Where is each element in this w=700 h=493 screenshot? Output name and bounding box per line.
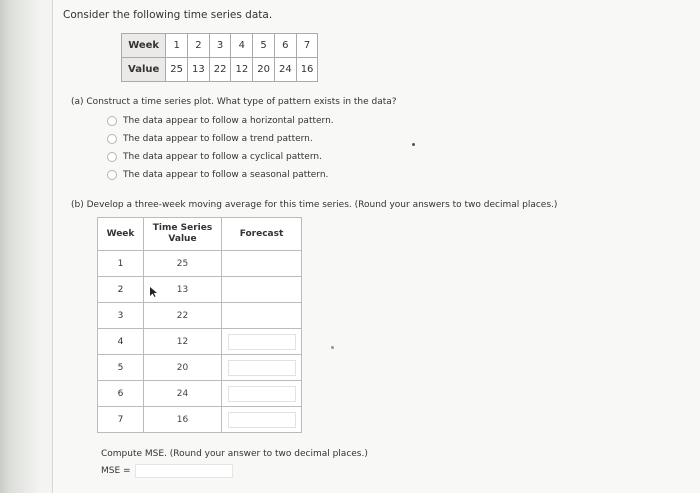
value-cell: 22: [144, 303, 222, 329]
option-label: The data appear to follow a trend pattern.: [123, 134, 313, 144]
forecast-cell: [222, 355, 302, 381]
forecast-input-week-4[interactable]: [228, 334, 296, 350]
value-cell: 24: [144, 381, 222, 407]
week-cell: 7: [98, 407, 144, 433]
week-cell: 4: [231, 34, 253, 58]
header-row: [98, 218, 302, 251]
value-header-line1: Time Series: [152, 223, 213, 233]
table-row: [98, 329, 302, 355]
option-trend[interactable]: [107, 130, 334, 148]
option-label: The data appear to follow a seasonal pattern.: [123, 170, 329, 180]
part-a-question: (a) Construct a time series plot. What type of pattern exists in the data?: [71, 97, 397, 107]
question-page: [52, 0, 700, 493]
value-cell: 13: [144, 277, 222, 303]
value-cell: 22: [209, 58, 231, 82]
stray-mark: [412, 143, 415, 146]
value-cell: 24: [274, 58, 296, 82]
value-column-header: [144, 218, 222, 251]
option-seasonal[interactable]: [107, 166, 334, 184]
week-cell: 6: [274, 34, 296, 58]
week-cell: 6: [98, 381, 144, 407]
stray-mark: [331, 346, 334, 349]
forecast-cell: [222, 277, 302, 303]
value-cell: 16: [144, 407, 222, 433]
mse-label: MSE =: [101, 466, 131, 476]
mse-row: [101, 464, 233, 478]
forecast-cell: [222, 251, 302, 277]
forecast-input-week-6[interactable]: [228, 386, 296, 402]
forecast-cell: [222, 329, 302, 355]
option-horizontal[interactable]: [107, 112, 334, 130]
week-cell: 3: [98, 303, 144, 329]
option-label: The data appear to follow a horizontal pattern.: [123, 116, 334, 126]
value-cell: 12: [144, 329, 222, 355]
value-cell: 20: [144, 355, 222, 381]
table-row: [98, 251, 302, 277]
table-row: [98, 355, 302, 381]
radio-button[interactable]: [107, 134, 117, 144]
part-b-question: (b) Develop a three-week moving average for this time series. (Round your answers to two decimal places.): [71, 200, 558, 210]
value-row: [122, 58, 318, 82]
moving-average-table: [97, 217, 302, 433]
table-row: [98, 303, 302, 329]
option-cyclical[interactable]: [107, 148, 334, 166]
table-row: [98, 381, 302, 407]
week-cell: 7: [296, 34, 318, 58]
week-cell: 3: [209, 34, 231, 58]
mse-instruction: Compute MSE. (Round your answer to two decimal places.): [101, 449, 368, 459]
forecast-cell: [222, 407, 302, 433]
week-header: Week: [122, 34, 166, 58]
week-cell: 4: [98, 329, 144, 355]
option-label: The data appear to follow a cyclical pattern.: [123, 152, 322, 162]
forecast-column-header: Forecast: [222, 218, 302, 251]
radio-button[interactable]: [107, 116, 117, 126]
radio-button[interactable]: [107, 170, 117, 180]
table-row: [98, 407, 302, 433]
value-header-line2: Value: [168, 234, 197, 244]
value-header: Value: [122, 58, 166, 82]
week-cell: 2: [188, 34, 210, 58]
time-series-table: [121, 33, 318, 82]
forecast-input-week-7[interactable]: [228, 412, 296, 428]
radio-button[interactable]: [107, 152, 117, 162]
intro-text: Consider the following time series data.: [63, 9, 273, 21]
cut-off-text: [101, 486, 321, 493]
week-cell: 5: [98, 355, 144, 381]
value-cell: 25: [144, 251, 222, 277]
week-cell: 2: [98, 277, 144, 303]
forecast-cell: [222, 303, 302, 329]
pattern-options: [107, 112, 334, 184]
value-cell: 12: [231, 58, 253, 82]
week-cell: 1: [166, 34, 188, 58]
week-cell: 5: [253, 34, 275, 58]
forecast-input-week-5[interactable]: [228, 360, 296, 376]
value-cell: 13: [188, 58, 210, 82]
value-cell: 25: [166, 58, 188, 82]
mouse-pointer-icon: [150, 287, 158, 297]
week-column-header: Week: [98, 218, 144, 251]
value-cell: 20: [253, 58, 275, 82]
value-cell: 16: [296, 58, 318, 82]
forecast-cell: [222, 381, 302, 407]
mse-input[interactable]: [135, 464, 233, 478]
week-row: [122, 34, 318, 58]
table-row: [98, 277, 302, 303]
week-cell: 1: [98, 251, 144, 277]
